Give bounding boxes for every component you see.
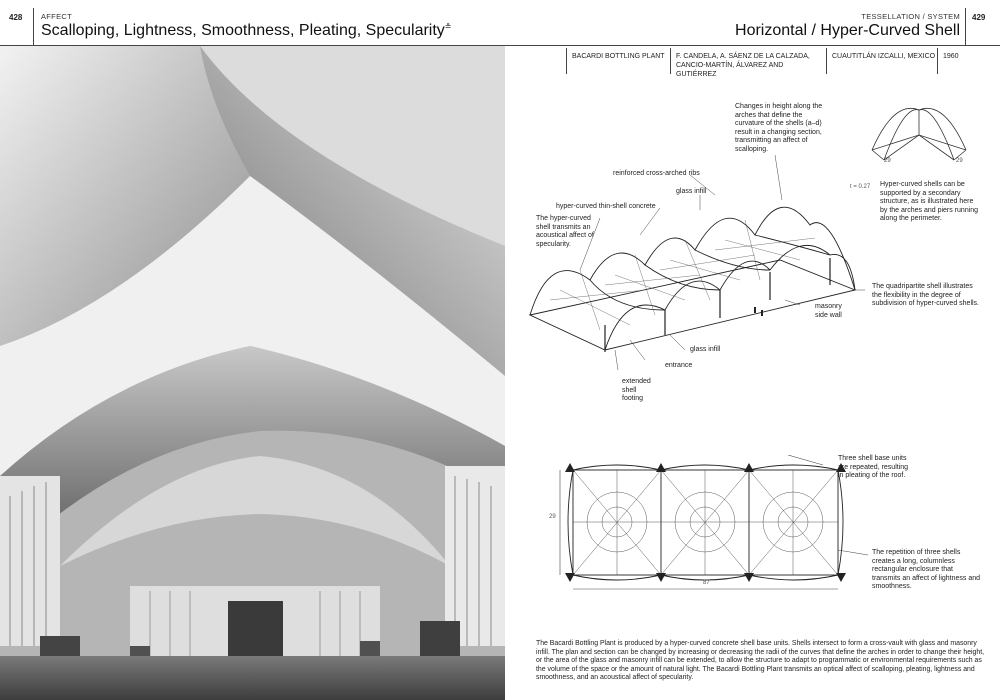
note-footing: extended shell footing — [622, 378, 651, 402]
left-page-number: 428 — [9, 13, 23, 22]
meta-building: BACARDI BOTTLING PLANT — [572, 53, 665, 60]
roof-plan-drawing — [548, 455, 873, 595]
note-masonry: masonry side wall — [815, 303, 842, 319]
body-paragraph: The Bacardi Bottling Plant is produced by a hyper-curved concrete shell base units. Shells intersect to form a cross-vault with glass and masonry infill. The plan and section can be changed by increasing or decreasing the radii of the curves that define the arches in order to change their height, or the area of the glass and masonry infill can be extended, to allow the structure to adapt to programmatic or environmental requirements such as the volume of the space or the amount of natural light. The Bacardi Bottling Plant transmits an optical affect of scalloping, pleating, lightness and smoothness, and an acoustical affect of specularity. — [536, 640, 985, 681]
note-thin-shell: hyper-curved thin-shell concrete — [556, 203, 656, 210]
left-page-title-text: Scalloping, Lightness, Smoothness, Pleating, Specularity — [41, 22, 445, 39]
meta-location: CUAUTITLÁN IZCALLI, MEXICO — [832, 53, 936, 60]
note-quadripartite: The quadripartite shell illustrates the flexibility in the degree of subdivision of hyper-curved shells. — [872, 283, 979, 307]
axo-height-dimension: t = 0.27 — [850, 184, 871, 190]
meta-divider-3 — [826, 48, 827, 74]
right-page-number: 429 — [972, 13, 986, 22]
shell-interior-illustration — [0, 46, 505, 700]
small-dim-a: 29 — [884, 158, 891, 164]
meta-architects: F. CANDELA, A. SÁENZ DE LA CALZADA, CANCIO-MARTÍN, ÁLVAREZ AND GUTIÉRREZ — [676, 53, 810, 78]
note-entrance: entrance — [665, 362, 693, 369]
header-divider-left — [33, 8, 34, 46]
right-page-title: Horizontal / Hyper-Curved Shell — [735, 22, 960, 39]
plan-side-dimension: 29 — [549, 514, 556, 520]
note-ribs: reinforced cross-arched ribs — [613, 170, 700, 177]
meta-divider-1 — [566, 48, 567, 74]
meta-year: 1960 — [943, 53, 959, 60]
plan-length-dimension: 87 — [703, 580, 710, 586]
note-glass-infill-top: glass infill — [676, 188, 707, 195]
meta-divider-2 — [670, 48, 671, 74]
note-glass-infill-bottom: glass infill — [690, 346, 721, 353]
header-divider-right — [965, 8, 966, 46]
small-dim-b: 29 — [956, 158, 963, 164]
meta-divider-4 — [937, 48, 938, 74]
interior-photo — [0, 46, 505, 700]
sound-wave-icon: ≗ — [444, 22, 452, 31]
note-repetition: The repetition of three shells creates a long, columnless rectangular enclosure that transmits an affect of lightness and smoothness. — [872, 549, 981, 590]
note-secondary-structure: Hyper-curved shells can be supported by a secondary structure, as is illustrated here by the arches and piers running along the perimeter. — [880, 181, 979, 222]
note-changes-height: Changes in height along the arches that define the curvature of the shells (a–d) result in a changing section, transmitting an affect of scalloping. — [735, 103, 823, 153]
note-three-units: Three shell base units are repeated, resulting in pleating of the roof. — [838, 455, 909, 479]
left-section-label: AFFECT — [41, 12, 72, 21]
left-page-title — [41, 22, 452, 40]
right-section-label: TESSELLATION / SYSTEM — [861, 12, 960, 21]
note-acoustical: The hyper-curved shell transmits an acoustical affect of specularity. — [536, 215, 594, 248]
